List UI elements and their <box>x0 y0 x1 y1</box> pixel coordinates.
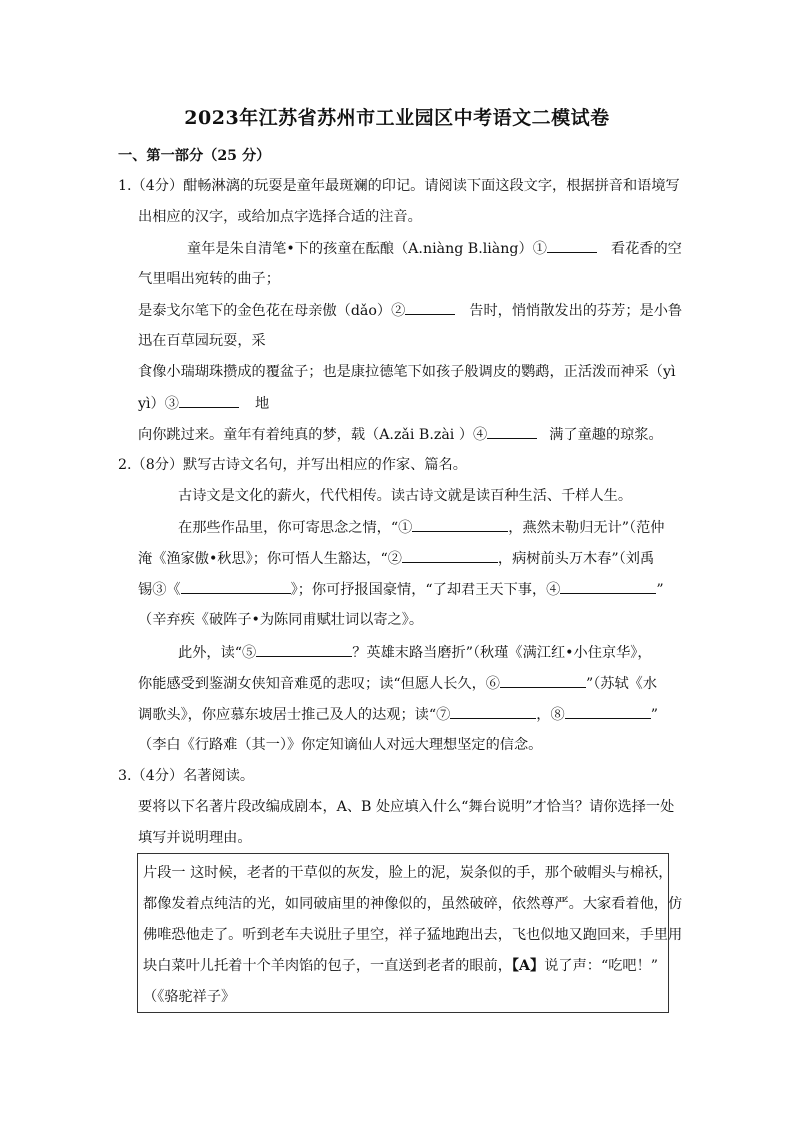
q3-line-3: 填写并说明理由。 <box>138 830 252 846</box>
q1-text: 满了童趣的琼浆。 <box>549 427 663 443</box>
answer-blank-3[interactable] <box>179 393 239 408</box>
q1-text: 童年是朱自清笔•下的孩童在酝酿（A.niàng B.liàng） <box>187 241 533 257</box>
q2-line-8 <box>138 673 657 694</box>
q1-line-8 <box>138 393 269 414</box>
excerpt-line-5: （《骆驼祥子》 <box>143 989 236 1005</box>
q2-text: ”（苏轼《水 <box>585 676 658 692</box>
answer-blank-2[interactable] <box>402 548 498 563</box>
q2-line-7 <box>178 642 652 663</box>
excerpt-line-2: 都像发着点纯洁的光，如同破庙里的神像似的，虽然破碎，依然尊严。大家看着他，仿 <box>143 896 683 912</box>
blank-marker-2: ② <box>387 551 402 567</box>
answer-blank-8[interactable] <box>565 704 651 719</box>
q2-text: ” <box>656 582 664 598</box>
q3-line-1: 3.（4分）名著阅读。 <box>118 768 255 784</box>
blank-marker-1: ① <box>398 520 413 536</box>
blank-marker-3: ③ <box>164 396 179 412</box>
q1-line-4: 气里唱出宛转的曲子； <box>138 271 280 287</box>
answer-blank-5[interactable] <box>256 642 352 657</box>
q1-line-2: 出相应的汉字，或给加点字选择合适的注音。 <box>138 209 422 225</box>
blank-marker-5: ⑤ <box>242 645 257 661</box>
q2-text: ，燕然未勒归无计”（范仲 <box>508 520 665 536</box>
q1-text: 地 <box>254 396 270 412</box>
q2-line-9 <box>138 704 658 725</box>
q1-text: 向你跳过来。童年有着纯真的梦，载（A.zǎi B.zài ） <box>138 427 474 443</box>
answer-blank-7[interactable] <box>450 704 536 719</box>
q2-text: ，病树前头万木春”（刘禹 <box>497 551 655 567</box>
excerpt-line-3: 佛唯恐他走了。听到老车夫说肚子里空，祥子猛地跑出去，飞也似地又跑回来，手里用 <box>143 927 683 943</box>
q2-text: 在那些作品里，你可寄思念之情，“ <box>178 520 399 536</box>
q2-line-10: （李白《行路难（其一）》你定知谪仙人对远大理想坚定的信念。 <box>138 737 543 753</box>
excerpt-line-4 <box>143 956 658 976</box>
q1-line-5 <box>138 300 682 321</box>
q1-text: 是泰戈尔笔下的金色花在母亲傲（dǎo） <box>138 303 392 319</box>
q2-text: ？英雄末路当磨折”（秋瑾《满江红•小住京华》， <box>352 645 652 661</box>
q1-text: 告时，悄悄散发出的芬芳；是小鲁 <box>469 303 683 319</box>
answer-blank-4[interactable] <box>487 424 537 439</box>
answer-blank-3[interactable] <box>181 579 291 594</box>
q1-line-6: 迅在百草园玩耍，采 <box>138 333 266 349</box>
exam-title: 2023年江苏省苏州市工业园区中考语文二模试卷 <box>184 107 610 129</box>
excerpt-text: 块白菜叶儿托着十个羊肉馅的包子，一直送到老者的眼前， <box>143 958 512 974</box>
q2-text: ， <box>536 707 551 723</box>
q2-line-6: （辛弃疾《破阵子•为陈同甫赋壮词以寄之》。 <box>138 612 424 628</box>
blank-marker-2: ② <box>391 303 406 319</box>
q1-line-7: 食像小瑞瑚珠攒成的覆盆子；也是康拉德笔下如孩子般调皮的鹦鹉，正活泼而神采（yì <box>138 364 676 380</box>
q2-text: 》；你可抒报国豪情，“了却君王天下事， <box>290 582 547 598</box>
blank-marker-6: ⑥ <box>485 676 500 692</box>
q2-text: 你能感受到鉴湖女侠知音难觅的悲叹；读“但愿人长久， <box>138 676 486 692</box>
q1-line-3 <box>187 238 682 259</box>
q3-line-2: 要将以下名著片段改编成剧本，A、B 处应填入什么“舞台说明”才恰当？请你选择一处 <box>138 799 675 815</box>
stage-direction-marker-a: 【A】 <box>511 958 545 974</box>
q2-line-3 <box>178 517 665 538</box>
blank-marker-8: ⑧ <box>550 707 565 723</box>
q2-line-4 <box>138 548 654 569</box>
answer-blank-1[interactable] <box>547 238 597 253</box>
q2-line-5 <box>138 579 664 600</box>
q1-text: yì） <box>138 396 165 412</box>
q1-text: 看花香的空 <box>610 241 682 257</box>
answer-blank-6[interactable] <box>500 673 586 688</box>
blank-marker-4: ④ <box>546 582 561 598</box>
blank-marker-7: ⑦ <box>436 707 451 723</box>
section-heading: 一、第一部分（25 分） <box>118 148 271 164</box>
q2-text: 《 <box>166 582 181 598</box>
blank-marker-3: ③ <box>152 582 167 598</box>
q2-text: 淹《渔家傲•秋思》；你可悟人生豁达，“ <box>138 551 388 567</box>
q2-text: 锡 <box>138 582 153 598</box>
blank-marker-1: ① <box>532 241 547 257</box>
q2-text: ” <box>650 707 658 723</box>
blank-marker-4: ④ <box>473 427 488 443</box>
answer-blank-4[interactable] <box>560 579 656 594</box>
excerpt-text: 说了声：“吃吧！” <box>544 958 659 974</box>
q2-text: 此外，读“ <box>178 645 243 661</box>
answer-blank-2[interactable] <box>405 300 455 315</box>
excerpt-line-1: 片段一 这时候，老者的干草似的灰发，脸上的泥，炭条似的手，那个破帽头与棉袄， <box>143 865 673 881</box>
answer-blank-1[interactable] <box>412 517 508 532</box>
q1-line-1: 1.（4分）酣畅淋漓的玩耍是童年最斑斓的印记。请阅读下面这段文字，根据拼音和语境写 <box>118 178 680 194</box>
q2-text: 调歌头》，你应慕东坡居士推己及人的达观；读“ <box>138 707 437 723</box>
q2-line-2: 古诗文是文化的薪火，代代相传。读古诗文就是读百种生活、千样人生。 <box>178 488 633 504</box>
q2-line-1: 2.（8分）默写古诗文名句，并写出相应的作家、篇名。 <box>118 457 467 473</box>
q1-line-9 <box>138 424 663 445</box>
